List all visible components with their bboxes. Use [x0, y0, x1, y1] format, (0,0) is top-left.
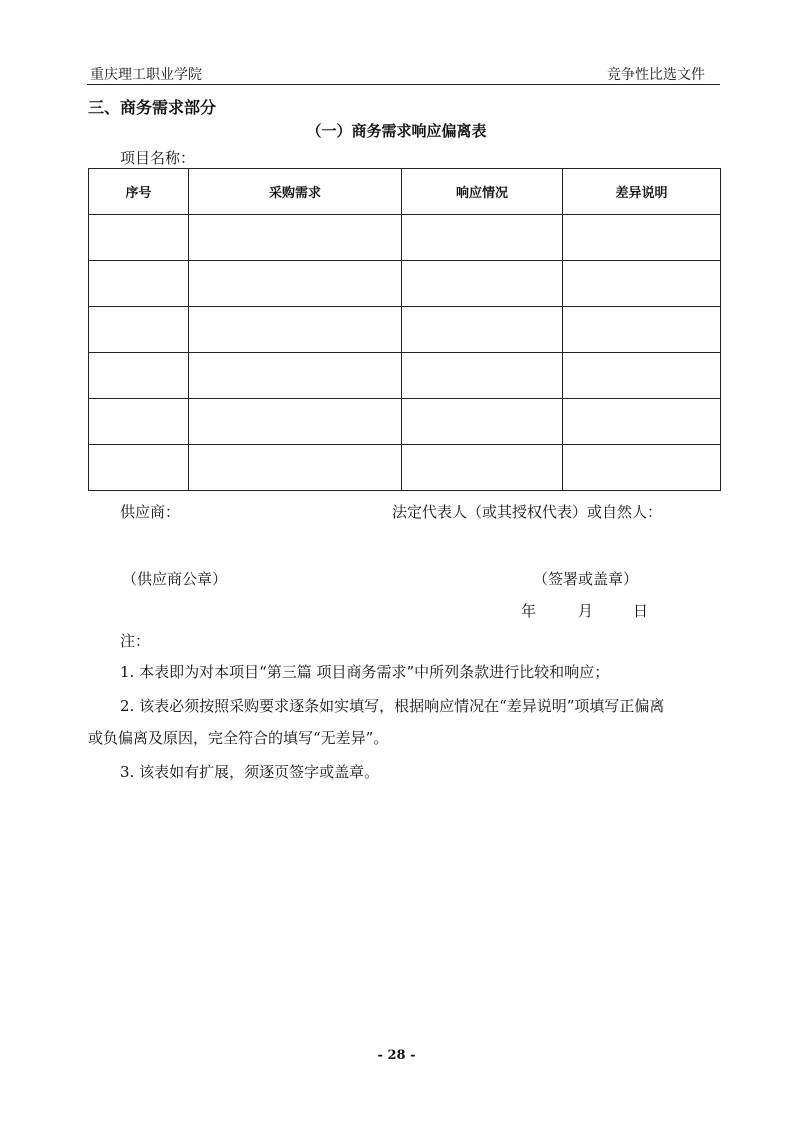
supplier-seal-label: （供应商公章）	[122, 570, 228, 588]
table-cell[interactable]	[563, 307, 721, 353]
table-cell[interactable]	[402, 307, 563, 353]
table-cell[interactable]	[189, 261, 402, 307]
column-header-deviation: 差异说明	[563, 169, 721, 215]
note-item-2-line-1: 2. 该表必须按照采购要求逐条如实填写，根据响应情况在“差异说明”项填写正偏离	[120, 697, 665, 715]
page-number: - 28 -	[377, 1048, 416, 1063]
table-row	[89, 215, 721, 261]
signature-label: （签署或盖章）	[533, 570, 639, 588]
table-cell[interactable]	[402, 399, 563, 445]
table-cell[interactable]	[563, 261, 721, 307]
header-document-type: 竞争性比选文件	[607, 67, 705, 83]
table-cell[interactable]	[402, 445, 563, 491]
table-cell[interactable]	[189, 399, 402, 445]
table-cell[interactable]	[563, 445, 721, 491]
table-cell[interactable]	[89, 261, 189, 307]
date-year-label: 年	[521, 602, 537, 620]
supplier-label: 供应商：	[120, 503, 181, 521]
table-title: （一）商务需求响应偏离表	[306, 122, 487, 140]
table-cell[interactable]	[189, 215, 402, 261]
date-day-label: 日	[633, 602, 649, 620]
note-item-3: 3. 该表如有扩展，须逐页签字或盖章。	[120, 763, 380, 781]
table-cell[interactable]	[563, 215, 721, 261]
note-item-2-line-2: 或负偏离及原因，完全符合的填写“无差异”。	[88, 729, 389, 747]
table-cell[interactable]	[189, 445, 402, 491]
table-cell[interactable]	[89, 353, 189, 399]
table-row	[89, 353, 721, 399]
project-name-label: 项目名称：	[120, 149, 196, 167]
table-cell[interactable]	[89, 445, 189, 491]
table-cell[interactable]	[402, 353, 563, 399]
table-cell[interactable]	[402, 261, 563, 307]
note-item-1: 1. 本表即为对本项目“第三篇 项目商务需求”中所列条款进行比较和响应；	[120, 663, 610, 681]
table-cell[interactable]	[563, 399, 721, 445]
notes-heading: 注：	[120, 632, 151, 650]
table-header-row	[89, 169, 721, 215]
header-divider	[87, 84, 720, 85]
table-cell[interactable]	[563, 353, 721, 399]
legal-representative-label: 法定代表人（或其授权代表）或自然人：	[392, 503, 663, 521]
table-cell[interactable]	[189, 353, 402, 399]
date-month-label: 月	[578, 602, 594, 620]
table-row	[89, 307, 721, 353]
column-header-requirement: 采购需求	[189, 169, 402, 215]
deviation-table	[88, 168, 721, 491]
column-header-response: 响应情况	[402, 169, 563, 215]
table-cell[interactable]	[89, 307, 189, 353]
section-title: 三、商务需求部分	[88, 98, 217, 117]
table-cell[interactable]	[89, 215, 189, 261]
table-cell[interactable]	[189, 307, 402, 353]
table-cell[interactable]	[402, 215, 563, 261]
table-row	[89, 445, 721, 491]
table-row	[89, 399, 721, 445]
column-header-seq: 序号	[89, 169, 189, 215]
table-row	[89, 261, 721, 307]
header-school-name: 重庆理工职业学院	[90, 67, 202, 83]
table-cell[interactable]	[89, 399, 189, 445]
